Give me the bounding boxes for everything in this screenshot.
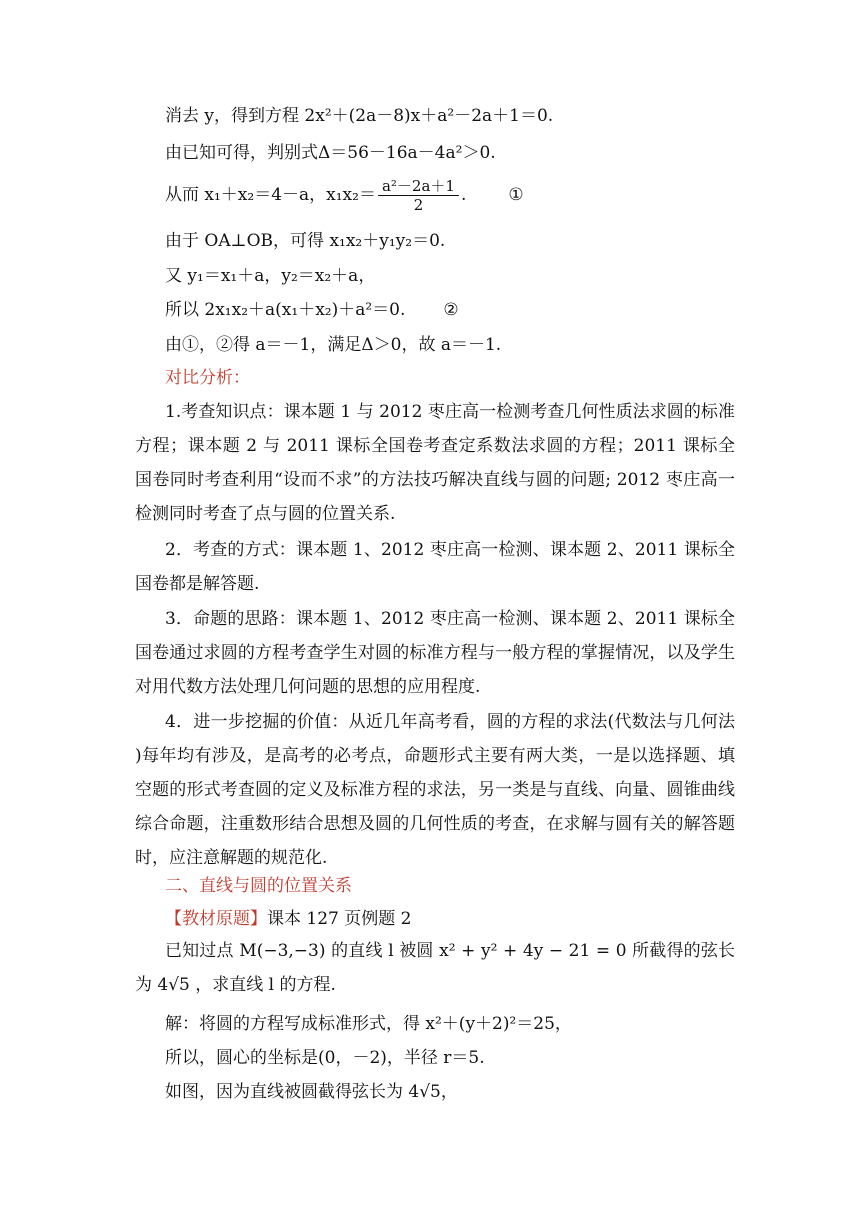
analysis-paragraph-3: 3．命题的思路：课本题 1、2012 枣庄高一检测、课本题 2、2011 课标全国卷通过求圆的方程考查学生对圆的标准方程与一般方程的掌握情况，以及学生对用代数方法处理几何问题的思想的应用程度. [135,609,735,697]
eq-line-2: 由已知可得，判别式Δ＝56－16a－4a²＞0. [165,143,496,163]
problem-statement: 已知过点 M(−3,−3) 的直线 l 被圆 x² + y² + 4y − 21 = 0 所截得的弦长为 4√5 ，求直线 l 的方程. [135,941,735,995]
eq-line-7: 由①，②得 a＝－1，满足Δ＞0，故 a＝－1. [165,335,502,355]
eq-line-4: 由于 OA⊥OB，可得 x₁x₂＋y₁y₂＝0. [165,231,446,251]
eq-line-6 [165,298,735,322]
eq-line-3-suffix: . [460,185,467,205]
solution-line-1: 解：将圆的方程写成标准形式，得 x²＋(y＋2)²＝25， [165,1014,572,1034]
analysis-paragraph-2: 2．考查的方式：课本题 1、2012 枣庄高一检测、课本题 2、2011 课标全国卷都是解答题. [135,540,735,594]
eq-line-1: 消去 y，得到方程 2x²＋(2a－8)x＋a²－2a＋1＝0. [165,106,554,126]
eq-line-3-prefix: 从而 x₁＋x₂＝4－a，x₁x₂＝ [165,185,376,205]
fraction [378,177,459,214]
solution-line-3: 如图，因为直线被圆截得弦长为 4√5， [165,1082,458,1102]
section-title: 二、直线与圆的位置关系 [165,876,352,896]
eq-line-5: 又 y₁＝x₁＋a，y₂＝x₂＋a， [165,266,376,286]
fraction-denominator: 2 [413,196,424,214]
solution-line-2: 所以，圆心的坐标是(0，－2)，半径 r＝5. [165,1048,485,1068]
eq-line-3 [165,173,735,217]
textbook-problem-tag: 【教材原题】 [165,909,267,929]
compare-heading: 对比分析： [165,368,250,388]
analysis-paragraph-4: 4．进一步挖掘的价值：从近几年高考看，圆的方程的求法(代数法与几何法 )每年均有涉及，是高考的必考点，命题形式主要有两大类，一是以选择题、填空题的形式考查圆的定义及标准方程的求法，另一类是与直线、向量、圆锥曲线综合命题，注重数形结合思想及圆的几何性质的考查，在求解与圆有关的解答题时，应注意解题的规范化. [135,712,735,868]
fraction-numerator: a²－2a＋1 [378,177,459,196]
analysis-paragraph-1: 1.考查知识点：课本题 1 与 2012 枣庄高一检测考查几何性质法求圆的标准方程；课本题 2 与 2011 课标全国卷考查定系数法求圆的方程；2011 课标全国卷同时考查利用“设而不求”的方法技巧解决直线与圆的问题; 2012 枣庄高一检测同时考查了点与圆的位置关系. [135,402,735,524]
textbook-problem-source: 课本 127 页例题 2 [267,909,412,929]
eq-line-6-text: 所以 2x₁x₂＋a(x₁＋x₂)＋a²＝0. [165,300,406,320]
textbook-problem-label [165,907,735,931]
equation-marker-2: ② [443,300,459,320]
equation-marker-1: ① [508,185,524,205]
